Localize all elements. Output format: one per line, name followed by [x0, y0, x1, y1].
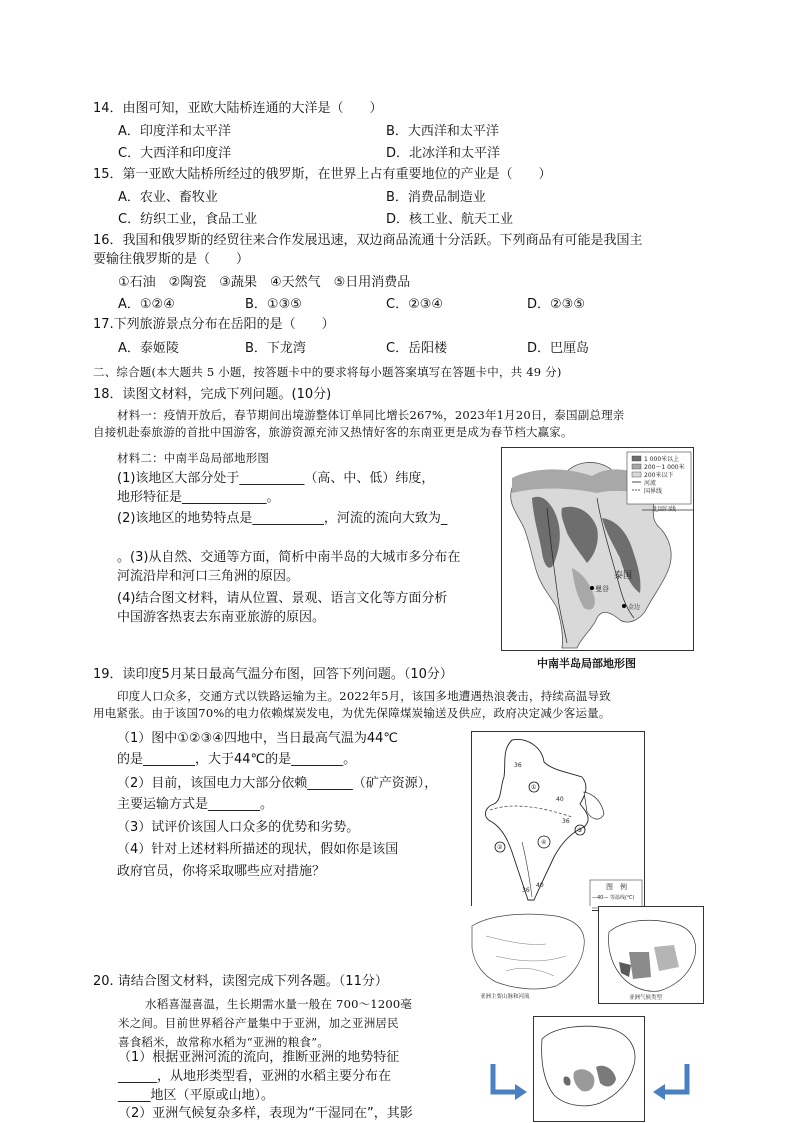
- q19-part1-line1: （1）图中①②③④四地中，当日最高气温为44℃: [117, 731, 399, 746]
- isotherm-label-1: 36: [514, 762, 522, 769]
- tropic-label: 北回归线: [652, 506, 677, 513]
- point-1-label: ①: [531, 784, 537, 791]
- point-4-label: ④: [541, 839, 547, 846]
- legend-river: 河流: [644, 480, 657, 487]
- q14-stem: 14．由图可知，亚欧大陆桥连通的大洋是（ ）: [93, 101, 383, 116]
- q15-stem: 15．第一亚欧大陆桥所经过的俄罗斯，在世界上占有重要地位的产业是（ ）: [93, 167, 552, 182]
- q19-part2-line2: 主要运输方式是________。: [117, 797, 274, 812]
- section-2-heading: 二、综合题(本大题共 5 小题，按答题卡中的要求将每小题答案填写在答题卡中，共 49 分): [93, 365, 562, 379]
- legend-mid: 200～1 000米: [644, 464, 685, 471]
- q16-items: ①石油 ②陶瓷 ③蔬果 ④天然气 ⑤日用消费品: [118, 275, 411, 290]
- q19-material-line1: 印度人口众多，交通方式以铁路运输为主。2022年5月，该国多地遭遇热浪袭击，持续高温导致: [117, 689, 611, 703]
- q19-material-line2: 用电紧张。由于该国70%的电力依赖煤炭发电，为优先保障煤炭输送及供应，政府决定减少客运量。: [93, 706, 611, 720]
- india-legend-isotherm: —40— 等温线(℃): [592, 895, 635, 901]
- q18-material1-line1: 材料一：疫情开放后，春节期间出境游整体订单同比增长267%，2023年1月20日，泰国副总理亲: [117, 408, 625, 422]
- q14-option-a: A．印度洋和太平洋: [118, 124, 231, 139]
- q15-option-b: B．消费品制造业: [386, 190, 486, 205]
- q18-material2: 材料二：中南半岛局部地形图: [117, 451, 270, 465]
- asia-rice-graphic: [534, 1017, 644, 1121]
- q17-option-d: D．巴厘岛: [527, 341, 590, 356]
- thailand-label: 泰国: [614, 571, 633, 581]
- asia-mountains-caption: 亚洲主要山脉和河流: [480, 994, 530, 1000]
- q19-part4-line1: （4）针对上述材料所描述的现状，假如你是该国: [117, 842, 399, 857]
- q20-part1-line2: ______，从地形类型看，亚洲的水稻主要分布在: [118, 1069, 392, 1084]
- q17-stem: 17.下列旅游景点分布在岳阳的是（ ）: [93, 317, 335, 332]
- q20-material-line1: 水稻喜湿喜温，生长期需水量一般在 700～1200毫: [145, 997, 413, 1011]
- q19-part1-line2: 的是________，大于44℃的是________。: [117, 752, 357, 767]
- indochina-map-caption: 中南半岛局部地形图: [537, 657, 636, 670]
- asia-mountains-rivers-map: [466, 906, 592, 1002]
- q18-material1-line2: 自接机赴泰旅游的首批中国游客，旅游资源充沛又热情好客的东南亚更是成为春节档大赢家。: [93, 425, 573, 439]
- asia-climate-graphic: [599, 907, 703, 1003]
- legend-border: 国界线: [644, 488, 663, 495]
- q17-option-a: A．泰姬陵: [118, 341, 179, 356]
- isotherm-label-3: 36: [562, 818, 570, 825]
- isotherm-label-5: 36: [522, 887, 530, 894]
- q16-option-b: B．①③⑤: [245, 297, 302, 312]
- q18-part1-line2: 地形特征是_____________。: [117, 490, 280, 505]
- q16-option-a: A．①②④: [118, 297, 175, 312]
- indochina-terrain-map: [501, 447, 694, 651]
- q18-stem: 18．读图文材料，完成下列问题。(10分): [93, 387, 332, 402]
- asia-mountains-graphic: [466, 906, 592, 1002]
- isotherm-label-4: 40: [536, 882, 544, 889]
- q19-stem: 19．读印度5月某日最高气温分布图，回答下列问题。（10分）: [93, 667, 453, 682]
- q20-part1-line1: （1）根据亚洲河流的流向，推断亚洲的地势特征: [118, 1050, 400, 1065]
- q20-material-line2: 米之间。目前世界稻谷产量集中于亚洲，加之亚洲居民: [118, 1016, 399, 1030]
- q14-option-b: B．大西洋和太平洋: [386, 124, 499, 139]
- q20-stem: 20. 请结合图文材料，读图完成下列各题。（11分）: [93, 974, 388, 989]
- india-temperature-map: [471, 731, 645, 911]
- right-arrow-icon: [649, 1062, 693, 1102]
- legend-low: 200米以下: [644, 472, 674, 479]
- q16-stem-line1: 16．我国和俄罗斯的经贸往来合作发展迅速，双边商品流通十分活跃。下列商品有可能是我国主: [93, 233, 643, 248]
- q16-option-c: C．②③④: [386, 297, 444, 312]
- asia-rice-distribution-map: [533, 1016, 645, 1122]
- q14-option-c: C．大西洋和印度洋: [118, 146, 232, 161]
- q18-part2: (2)该地区的地势特点是___________，河流的流向大致为_: [117, 511, 448, 526]
- point-2-label: ②: [497, 844, 503, 851]
- q15-option-c: C．纺织工业，食品工业: [118, 212, 258, 227]
- q15-option-a: A．农业、畜牧业: [118, 190, 218, 205]
- india-legend-title: 图 例: [606, 883, 627, 891]
- q18-part1-line1: (1)该地区大部分处于__________（高、中、低）纬度，: [117, 471, 435, 486]
- q17-option-b: B．下龙湾: [245, 341, 306, 356]
- q19-part3: （3）试评价该国人口众多的优势和劣势。: [117, 820, 360, 835]
- q14-option-d: D．北冰洋和太平洋: [386, 146, 501, 161]
- q18-part4-line1: (4)结合图文材料，请从位置、景观、语言文化等方面分析: [117, 591, 448, 606]
- q19-part2-line1: （2）目前，该国电力大部分依赖_______（矿产资源），: [117, 776, 438, 791]
- bangkok-label: 曼谷: [595, 585, 609, 593]
- asia-climate-caption: 亚洲气候类型: [629, 995, 663, 1001]
- q18-part3-line2: 河流沿岸和河口三角洲的原因。: [117, 569, 300, 584]
- q16-stem-line2: 要输往俄罗斯的是（ ）: [93, 252, 250, 267]
- q19-part4-line2: 政府官员，你将采取哪些应对措施？: [117, 864, 326, 879]
- phnom-penh-label: 金边: [628, 604, 641, 611]
- asia-climate-map: [598, 906, 704, 1004]
- q20-material-line3: 喜食稻米，故常称水稻为“亚洲的粮食”。: [118, 1035, 330, 1049]
- left-arrow-icon: [487, 1062, 531, 1102]
- q20-part1-line3: _____地区（平原或山地）。: [118, 1088, 275, 1103]
- q15-option-d: D．核工业、航天工业: [386, 212, 514, 227]
- isotherm-label-2: 40: [556, 796, 564, 803]
- q16-option-d: D．②③⑤: [527, 297, 585, 312]
- q20-part2: （2）亚洲气候复杂多样，表现为“干湿同在”，其影: [118, 1106, 413, 1121]
- q18-part3-line1: 。(3)从自然、交通等方面，简析中南半岛的大城市多分布在: [117, 550, 461, 565]
- point-3-label: ③: [577, 827, 583, 834]
- q17-option-c: C．岳阳楼: [386, 341, 448, 356]
- q18-part4-line2: 中国游客热衷去东南亚旅游的原因。: [117, 610, 326, 625]
- legend-high: 1 000米以上: [644, 456, 680, 463]
